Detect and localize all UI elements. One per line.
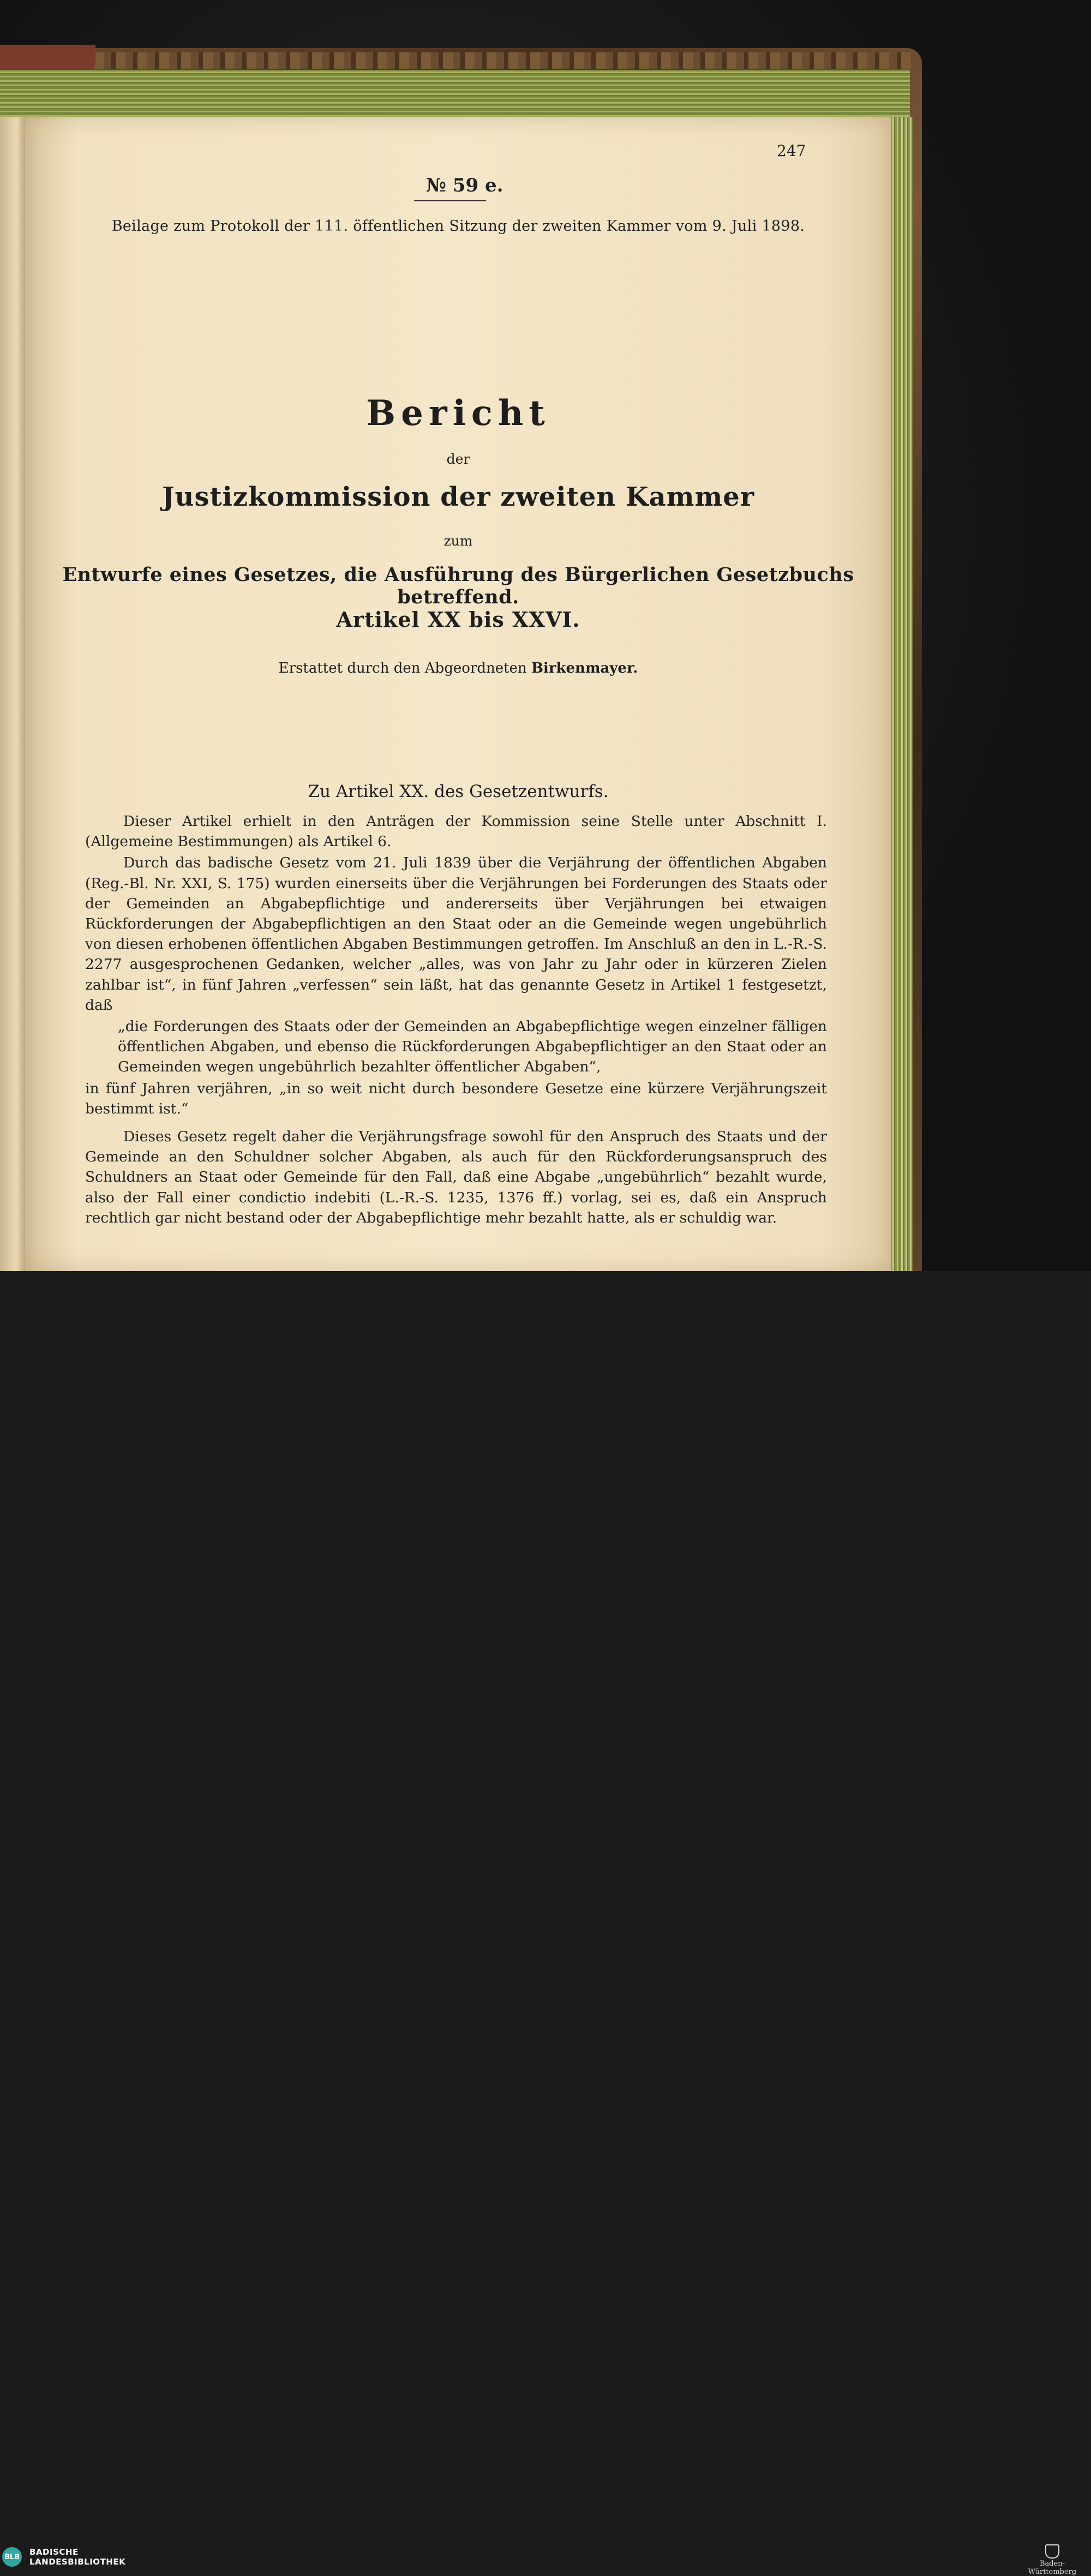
document-number: № 59 e. bbox=[426, 175, 503, 196]
footer-bar bbox=[0, 1271, 1091, 2576]
facing-page bbox=[0, 117, 27, 1271]
library-name-line2: LANDESBIBLIOTHEK bbox=[29, 2557, 126, 2567]
coat-of-arms-icon bbox=[1045, 2544, 1059, 2559]
paragraph: Dieses Gesetz regelt daher die Verjährungsfrage sowohl für den Anspruch des Staats und der Gemeinde an den Schuldner solcher Abgaben, als auch für den Rückforderungsanspruch des Schuldners an Staat oder Gemeinde für den Fall, daß eine Abgabe „ungebührlich“ bezahlt wurde, also der Fall einer condictio indebiti (L.-R.-S. 1235, 1376 ff.) vorlag, sei es, daß ein Anspruch rechtlich gar nicht bestand oder der Abgabepflichtige mehr bezahlt hatte, als er schuldig war. bbox=[85, 1128, 827, 1226]
document-number-rule bbox=[414, 200, 486, 201]
page-edge-top bbox=[0, 70, 910, 120]
reporter-name: Birkenmayer. bbox=[531, 660, 638, 676]
library-logo-icon[interactable]: BLB bbox=[2, 2547, 22, 2567]
document-page bbox=[25, 117, 891, 1271]
reporter-line bbox=[25, 660, 891, 676]
reporter-prefix: Erstattet durch den Abgeordneten bbox=[278, 660, 527, 676]
articles-title: Artikel XX bis XXVI. bbox=[336, 607, 580, 632]
page-number: 247 bbox=[777, 142, 806, 160]
library-name-line1: BADISCHE bbox=[29, 2547, 79, 2557]
quotation: „die Forderungen des Staats oder der Gemeinden an Abgabepflichtige wegen einzelner fälligen öffentlichen Abgaben, und ebenso die Rückforderungen Abgabepflichtiger an den Staat oder an Gemeinden wegen ungebührlich bezahlter öffentlicher Abgaben“, bbox=[118, 1018, 827, 1076]
title-der: der bbox=[446, 451, 470, 467]
paragraph: Durch das badische Gesetz vom 21. Juli 1839 über die Verjährung der öffentlichen Abgaben (Reg.-Bl. Nr. XXI, S. 175) wurden einerseits über die Verjährungen bei Forderungen des Staats oder der Gemeinden an Abgabepflichtige und andererseits über Verjährungen bei etwaigen Rückforderungen der Abgabepflichtigen an den Staat oder an die Gemeinde wegen ungebührlich von diesen erhobenen öffentlichen Abgaben Bestimmungen getroffen. Im Anschluß an den in L.-R.-S. 2277 ausgesprochenen Gedanken, welcher „alles, was von Jahr zu Jahr oder in kürzeren Zielen zahlbar ist“, in fünf Jahren „verfessen“ sein läßt, hat das genannte Gesetz in Artikel 1 festgesetzt, daß bbox=[85, 854, 827, 1014]
commission-title: Justizkommission der zweiten Kammer bbox=[161, 482, 755, 512]
book-cover-edge bbox=[82, 52, 911, 69]
paragraph: Dieser Artikel erhielt in den Anträgen der Kommission seine Stelle unter Abschnitt I. (Allgemeine Bestimmungen) als Artikel 6. bbox=[85, 813, 827, 850]
state-logo[interactable] bbox=[1017, 2544, 1088, 2576]
paragraph: in fünf Jahren verjähren, „in so weit nicht durch besondere Gesetze eine kürzere Verjährungszeit bestimmt ist.“ bbox=[85, 1080, 827, 1117]
title-zum: zum bbox=[443, 533, 473, 549]
draft-title: Entwurfe eines Gesetzes, die Ausführung des Bürgerlichen Gesetzbuchs betreffend. bbox=[62, 564, 854, 608]
scan-area bbox=[0, 0, 1091, 1271]
state-name: Baden-Württemberg bbox=[1028, 2560, 1077, 2576]
report-title: Bericht bbox=[366, 393, 550, 434]
body-text bbox=[85, 811, 827, 1229]
section-heading: Zu Artikel XX. des Gesetzentwurfs. bbox=[308, 782, 609, 801]
supplement-line: Beilage zum Protokoll der 111. öffentlichen Sitzung der zweiten Kammer vom 9. Juli 1898. bbox=[111, 218, 805, 235]
library-name[interactable] bbox=[29, 2547, 125, 2567]
